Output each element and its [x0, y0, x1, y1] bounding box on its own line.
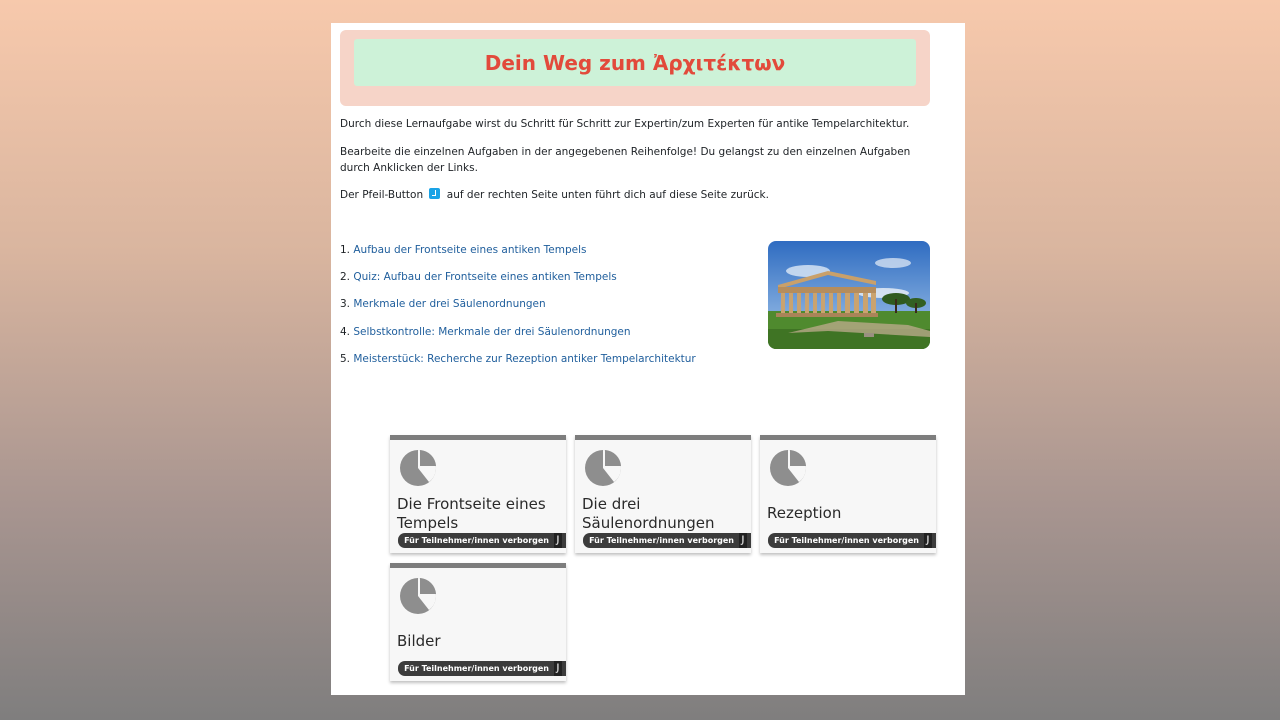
- intro-paragraph-3: [340, 187, 920, 203]
- intro-p3-after: auf der rechten Seite unten führt dich auf diese Seite zurück.: [446, 189, 769, 201]
- pie-chart-icon: [398, 574, 440, 616]
- badge-label: Für Teilnehmer/innen verborgen: [404, 664, 549, 673]
- temple-image: [768, 241, 930, 349]
- task-link-3[interactable]: Merkmale der drei Säulenordnungen: [353, 298, 546, 311]
- title-banner: [340, 30, 930, 106]
- pie-chart-icon: [768, 446, 810, 488]
- activity-card[interactable]: [760, 435, 936, 553]
- task-item: [340, 324, 696, 351]
- card-title: Rezeption: [767, 504, 842, 522]
- card-title: Die Frontseite eines Tempels: [397, 495, 546, 532]
- course-page: [331, 23, 965, 695]
- task-number: 5.: [340, 352, 351, 365]
- task-number: 3.: [340, 298, 351, 311]
- task-list: [340, 242, 696, 378]
- card-title: Bilder: [397, 632, 441, 650]
- pie-chart-icon: [398, 446, 440, 488]
- activity-card[interactable]: [575, 435, 751, 553]
- task-link-4[interactable]: Selbstkontrolle: Merkmale der drei Säulenordnungen: [353, 325, 631, 338]
- title-inner: [354, 39, 916, 86]
- activity-card[interactable]: [390, 563, 566, 681]
- badge-label: Für Teilnehmer/innen verborgen: [774, 536, 919, 545]
- status-badge: [768, 533, 936, 548]
- task-number: 1.: [340, 244, 351, 256]
- hidden-icon: ⌡: [739, 533, 747, 548]
- greek-temple-illustration: [768, 241, 930, 349]
- badge-label: Für Teilnehmer/innen verborgen: [404, 536, 549, 545]
- intro-paragraph-1: Durch diese Lernaufgabe wirst du Schritt für Schritt zur Expertin/zum Experten für antike Tempelarchitektur.: [340, 118, 910, 130]
- status-badge: [583, 533, 751, 548]
- hidden-icon: ⌡: [554, 533, 562, 548]
- pie-chart-icon: [583, 446, 625, 488]
- task-number: 4.: [340, 325, 351, 338]
- activity-card[interactable]: [390, 435, 566, 553]
- status-badge: [398, 661, 566, 676]
- intro-paragraph-2: Bearbeite die einzelnen Aufgaben in der angegebenen Reihenfolge! Du gelangst zu den einzelnen Aufgaben durch Anklicken der Links.: [340, 146, 911, 174]
- card-title: Die drei Säulenordnungen: [582, 495, 715, 532]
- badge-label: Für Teilnehmer/innen verborgen: [589, 536, 734, 545]
- task-item: [340, 269, 696, 296]
- status-badge: [398, 533, 566, 548]
- task-item: [340, 242, 696, 269]
- task-number: 2.: [340, 271, 351, 284]
- task-link-1[interactable]: Aufbau der Frontseite eines antiken Tempels: [353, 244, 587, 256]
- task-link-5[interactable]: Meisterstück: Recherche zur Rezeption antiker Tempelarchitektur: [353, 352, 696, 365]
- return-arrow-icon: [429, 188, 440, 199]
- task-item: [340, 296, 696, 323]
- hidden-icon: ⌡: [554, 661, 562, 676]
- page-title: Dein Weg zum Ἀρχιτέκτων: [484, 50, 786, 75]
- hidden-icon: ⌡: [924, 533, 932, 548]
- task-link-2[interactable]: Quiz: Aufbau der Frontseite eines antiken Tempels: [353, 271, 617, 284]
- task-item: [340, 351, 696, 378]
- intro-p3-before: Der Pfeil-Button: [340, 189, 424, 201]
